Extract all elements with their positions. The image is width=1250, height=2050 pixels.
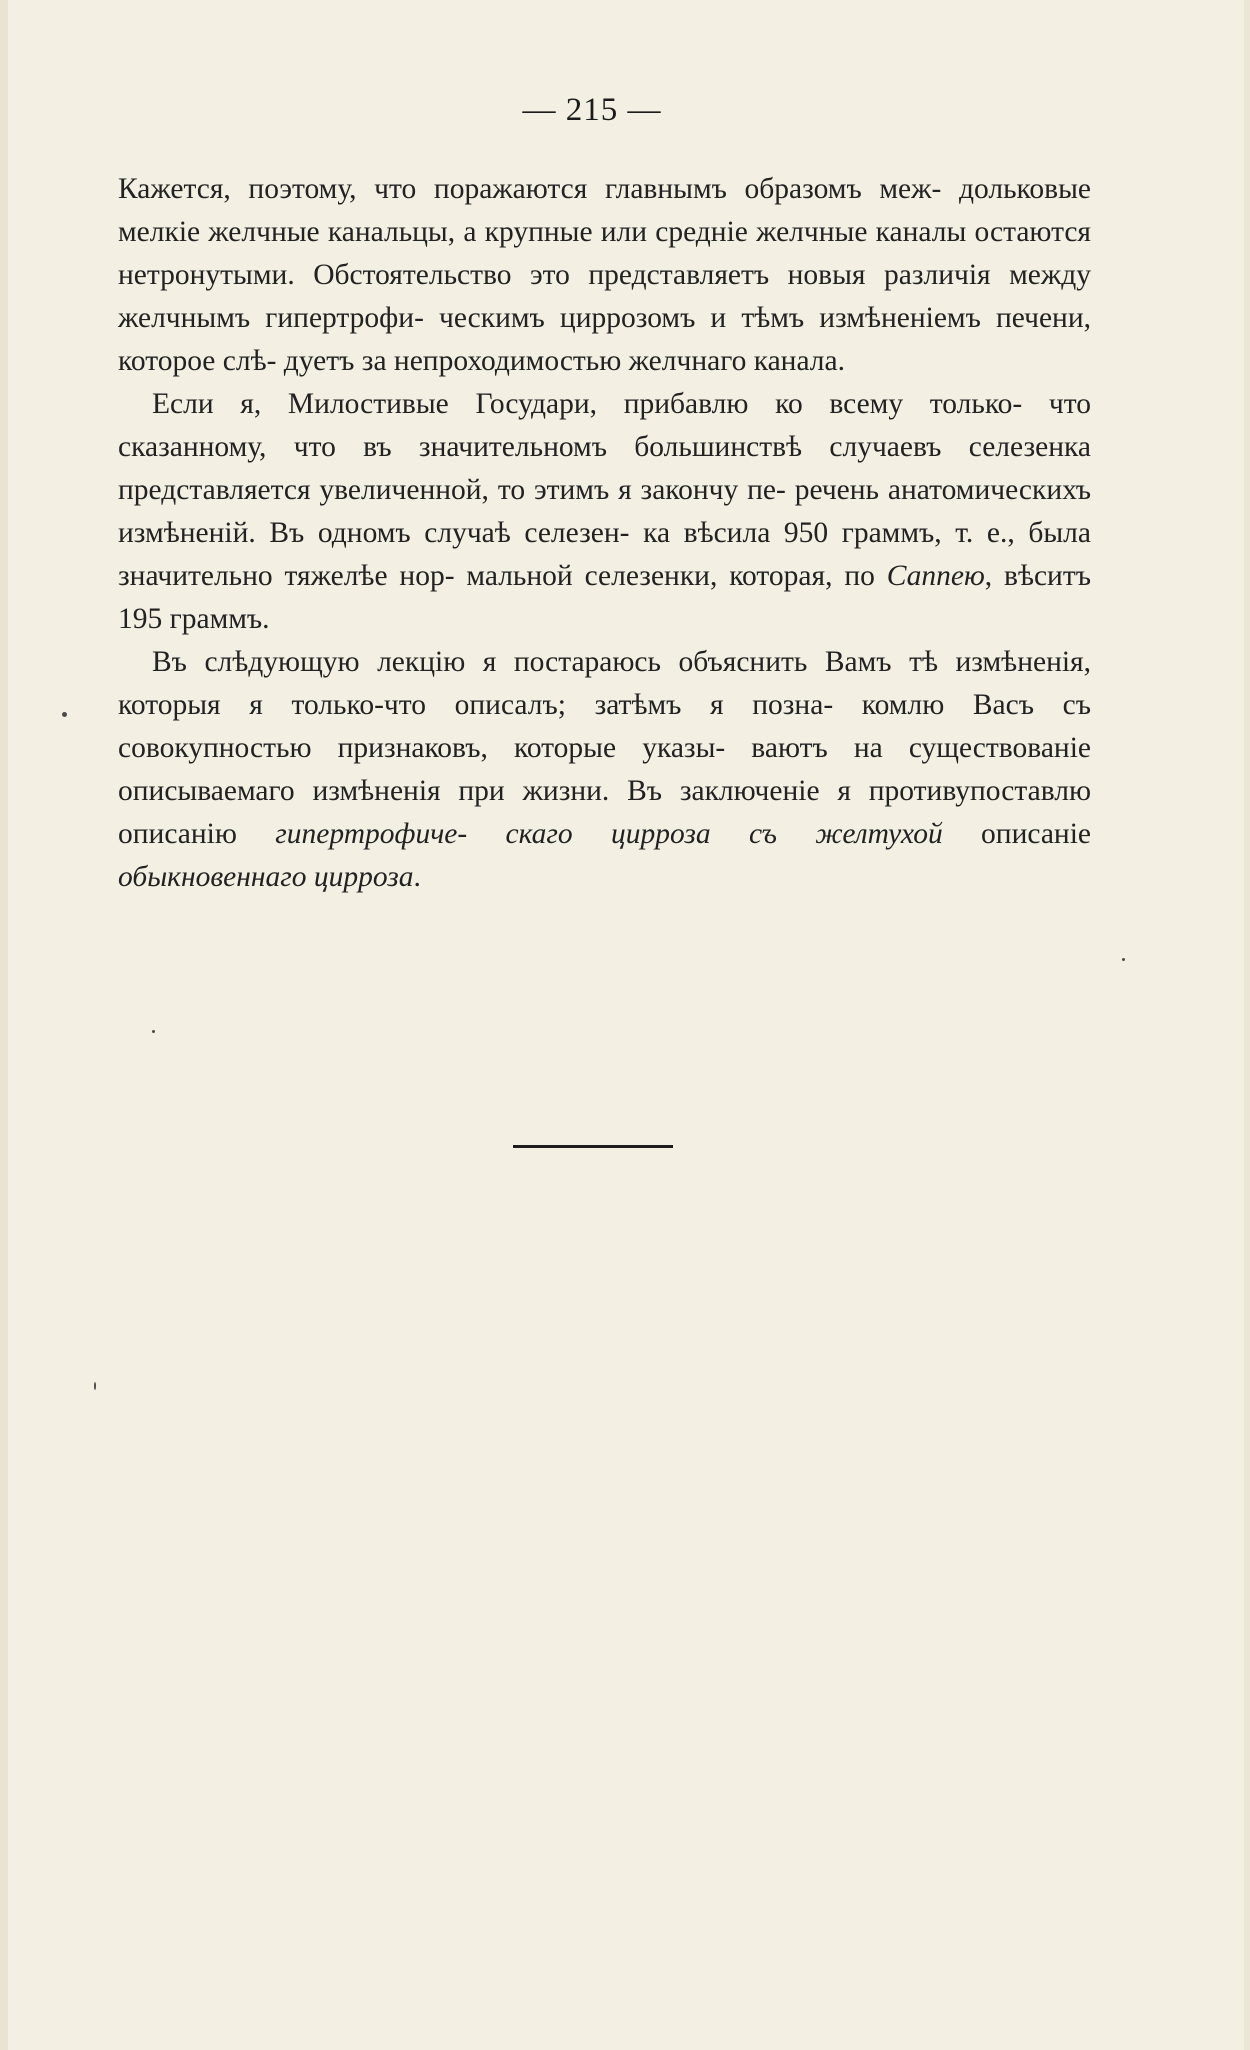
end-rule (513, 1145, 673, 1148)
paragraph-1: Кажется, поэтому, что поражаются главнымъ образомъ меж- дольковые мелкіе желчные канальцы, а крупные или средніе желчные каналы остаются нетронутыми. Обстоятельство это представляетъ новыя различія между желчнымъ гипертрофи- ческимъ циррозомъ и тѣмъ измѣненіемъ печени, которое слѣ- дуетъ за непроходимостью желчнаго канала. (118, 173, 1091, 377)
page-edge-right (1244, 0, 1250, 2050)
ink-speck (62, 712, 67, 717)
term-ordinary-cirrhosis: обыкновеннаго цирроза (118, 861, 414, 893)
paragraph-3-end: . (413, 861, 421, 893)
page-number: — 215 — (522, 92, 662, 128)
paragraph-2-end: , вѣситъ 195 граммъ. (118, 560, 1091, 635)
paragraph-2 (118, 383, 1091, 641)
author-name: Саппею (886, 560, 985, 592)
ink-speck (1122, 958, 1125, 961)
term-hypertrophic-cirrhosis: гипертрофиче- скаго цирроза съ желтухой (275, 818, 943, 850)
paragraph-3 (118, 641, 1091, 899)
ink-speck (94, 1382, 96, 1390)
paragraph-3-text: Въ слѣдующую лекцію я постараюсь объяснить Вамъ тѣ измѣненія, которыя я только-что описалъ; затѣмъ я позна- комлю Васъ съ совокупностью признаковъ, которые указы- ваютъ на существованіе описываемаго измѣненія при жизни. Въ заключеніе я противупоставлю описанію (118, 646, 1091, 850)
ink-speck (152, 1030, 155, 1033)
body-text (118, 168, 1091, 899)
page-edge-left (0, 0, 8, 2050)
paragraph-2-text: Если я, Милостивые Государи, прибавлю ко всему только- что сказанному, что въ значительномъ большинствѣ случаевъ селезенка представляется увеличенной, то этимъ я закончу пе- речень анатомическихъ измѣненій. Въ одномъ случаѣ селезен- ка вѣсила 950 граммъ, т. е., была значительно тяжелѣе нор- мальной селезенки, которая, по (118, 388, 1091, 592)
paragraph-3-middle: описаніе (942, 818, 1091, 850)
